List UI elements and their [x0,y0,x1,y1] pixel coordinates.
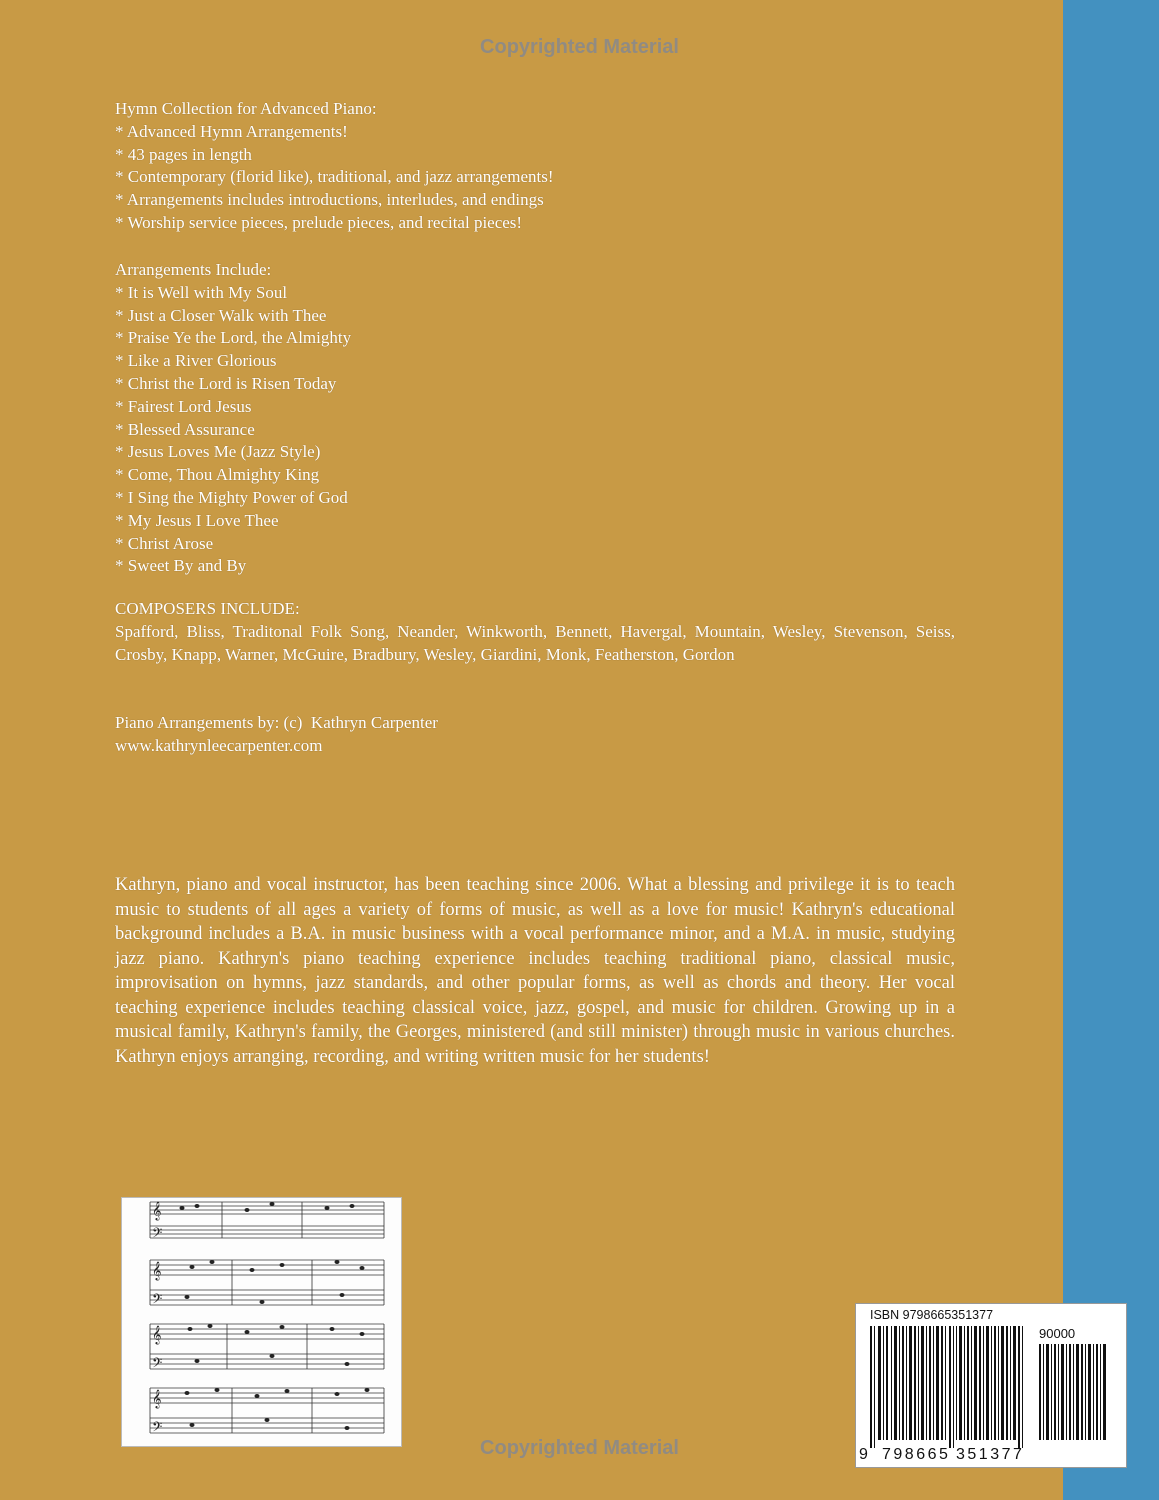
credits-section [115,712,955,758]
svg-text:𝄞: 𝄞 [152,1325,162,1344]
sheet-music-thumbnail [121,1197,402,1447]
list-item: * 43 pages in length [115,144,252,164]
list-item: * Worship service pieces, prelude pieces, and recital pieces! [115,212,523,232]
spine-stripe [1063,0,1159,1500]
composers-section [115,598,955,666]
watermark-top: Copyrighted Material [480,36,679,58]
list-item: * Sweet By and By [115,556,247,576]
list-item: * Blessed Assurance [115,419,255,439]
composers-list: Spafford, Bliss, Traditonal Folk Song, Neander, Winkworth, Bennett, Havergal, Mountain, Wesley, Stevenson, Seiss, Crosby, Knapp, Warner, McGuire, Bradbury, Wesley, Giardini, Monk, Featherston, Gordon [115,621,955,664]
features-heading: Hymn Collection for Advanced Piano: [115,99,377,118]
list-item: * It is Well with My Soul [115,282,288,302]
arrangements-heading: Arrangements Include: [115,260,272,279]
svg-text:𝄢: 𝄢 [152,1291,163,1310]
list-item: * Like a River Glorious [115,351,277,371]
svg-text:𝄢: 𝄢 [152,1355,163,1374]
arrangements-section [115,259,955,578]
bio-text: Kathryn, piano and vocal instructor, has been teaching since 2006. What a blessing and privilege it is to teach music to students of all ages a variety of forms of music, as well as a love for music! Kathryn's educational background includes a B.A. in music business with a vocal performance minor, and a M.A. in music, studying jazz piano. Kathryn's piano teaching experience includes teaching traditional piano, classical music, improvisation on hymns, jazz standards, and other popular forms, as well as chords and theory. Her vocal teaching experience includes teaching classical voice, jazz, gospel, and music for children. Growing up in a musical family, Kathryn's family, the Georges, ministered (and still minister) through music in various churches. Kathryn enjoys arranging, recording, and writing written music for her students! [115,875,955,1067]
list-item: * Praise Ye the Lord, the Almighty [115,328,352,348]
list-item: * Fairest Lord Jesus [115,396,252,416]
list-item: * Arrangements includes introductions, interludes, and endings [115,190,544,210]
isbn-label: ISBN 9798665351377 [870,1308,994,1322]
list-item: * Come, Thou Almighty King [115,465,320,485]
list-item: * Christ the Lord is Risen Today [115,373,337,393]
list-item: * Christ Arose [115,533,214,553]
svg-text:𝄞: 𝄞 [152,1261,162,1280]
svg-text:𝄞: 𝄞 [152,1389,162,1408]
list-item: * Advanced Hymn Arrangements! [115,121,348,141]
composers-heading: COMPOSERS INCLUDE: [115,599,300,618]
list-item: * I Sing the Mighty Power of God [115,487,348,507]
price-code: 90000 [1039,1326,1076,1341]
list-item: * Jesus Loves Me (Jazz Style) [115,442,321,462]
watermark-bottom: Copyrighted Material [480,1437,679,1459]
isbn-digit-prefix: 9 [859,1446,868,1463]
list-item: * Contemporary (florid like), traditional, and jazz arrangements! [115,167,554,187]
isbn-digit-group-left: 798665 [882,1446,951,1463]
svg-text:𝄞: 𝄞 [152,1201,162,1220]
sheet-music-icon [122,1198,401,1446]
arranger-credit: Piano Arrangements by: (c) Kathryn Carpenter [115,713,438,732]
author-bio [115,873,955,1069]
list-item: * Just a Closer Walk with Thee [115,305,327,325]
list-item: * My Jesus I Love Thee [115,510,279,530]
svg-text:𝄢: 𝄢 [152,1225,163,1244]
website-link[interactable]: www.kathrynleecarpenter.com [115,735,323,755]
svg-text:𝄢: 𝄢 [152,1419,163,1438]
features-section [115,98,955,235]
isbn-digit-group-right: 351377 [956,1446,1025,1463]
